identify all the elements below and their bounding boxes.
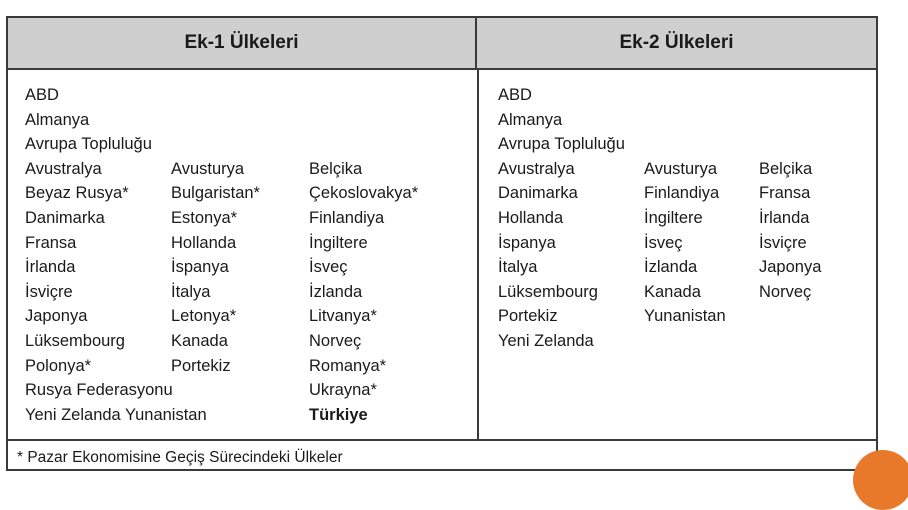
country-row — [498, 231, 868, 256]
country-name: Yunanistan — [644, 307, 726, 326]
country-row — [25, 83, 465, 108]
footnote-divider — [8, 439, 876, 441]
country-name: Polonya* — [25, 356, 92, 375]
country-row — [25, 280, 465, 305]
country-row — [498, 157, 868, 182]
country-row — [498, 329, 868, 354]
country-name: Hollanda — [498, 208, 564, 227]
country-name: Kanada — [644, 282, 701, 301]
country-name: İsviçre — [759, 233, 807, 252]
country-row — [498, 181, 868, 206]
country-name: Estonya* — [171, 208, 238, 227]
country-name: Portekiz — [171, 356, 231, 375]
country-name: Romanya* — [309, 356, 387, 375]
country-name: ABD — [498, 86, 532, 104]
orange-corner-decoration — [853, 450, 908, 510]
country-row — [25, 255, 465, 280]
country-name: İspanya — [171, 258, 229, 277]
country-name: Belçika — [759, 159, 813, 178]
country-name: İzlanda — [644, 258, 698, 277]
country-row — [25, 157, 465, 182]
country-name: Bulgaristan* — [171, 184, 260, 203]
country-name: Yeni Zelanda Yunanistan — [25, 405, 207, 424]
footnote: * Pazar Ekonomisine Geçiş Sürecindeki Ülkeler — [17, 449, 343, 466]
country-row — [25, 378, 465, 403]
country-name: Türkiye — [309, 405, 368, 424]
country-name: Japonya — [25, 307, 88, 326]
country-name: Beyaz Rusya* — [25, 184, 129, 203]
country-name: Ukrayna* — [309, 381, 377, 400]
country-name: İspanya — [498, 233, 556, 252]
country-table — [6, 16, 878, 471]
country-name: İngiltere — [644, 208, 703, 227]
country-name: İsveç — [309, 258, 348, 277]
ek2-header: Ek-2 Ülkeleri — [477, 18, 876, 70]
ek1-country-list — [25, 83, 465, 427]
country-name: Kanada — [171, 331, 228, 350]
country-name: Finlandiya — [644, 184, 720, 203]
country-name: İsveç — [644, 233, 683, 252]
country-name: Avustralya — [25, 159, 102, 178]
country-row — [25, 132, 465, 157]
country-row — [25, 108, 465, 133]
country-name: Japonya — [759, 258, 822, 277]
country-name: İrlanda — [759, 208, 810, 227]
country-name: Avustralya — [498, 159, 575, 178]
country-name: Almanya — [25, 110, 90, 129]
country-name: İrlanda — [25, 258, 76, 277]
ek2-country-list — [498, 83, 868, 354]
country-name: ABD — [25, 86, 59, 104]
country-name: Danimarka — [498, 184, 578, 203]
country-name: İtalya — [171, 282, 211, 301]
country-row — [25, 403, 465, 428]
country-name: Fransa — [759, 184, 811, 203]
country-name: Fransa — [25, 233, 77, 252]
country-name: Hollanda — [171, 233, 237, 252]
country-name: Almanya — [498, 110, 563, 129]
country-row — [25, 329, 465, 354]
country-name: Rusya Federasyonu — [25, 381, 173, 400]
country-row — [25, 354, 465, 379]
country-name: Finlandiya — [309, 208, 385, 227]
country-row — [498, 255, 868, 280]
country-name: Norveç — [759, 282, 812, 301]
country-name: Belçika — [309, 159, 363, 178]
country-row — [25, 304, 465, 329]
country-name: Avusturya — [171, 159, 245, 178]
country-name: Yeni Zelanda — [498, 331, 594, 350]
country-name: İtalya — [498, 258, 538, 277]
country-name: Norveç — [309, 331, 362, 350]
country-row — [498, 280, 868, 305]
country-row — [25, 206, 465, 231]
country-name: Lüksembourg — [498, 282, 598, 301]
country-name: İsviçre — [25, 282, 73, 301]
country-name: Avrupa Topluluğu — [25, 135, 152, 154]
country-name: Lüksembourg — [25, 331, 125, 350]
country-row — [25, 181, 465, 206]
country-name: İzlanda — [309, 282, 363, 301]
country-name: İngiltere — [309, 233, 368, 252]
country-name: Avrupa Topluluğu — [498, 135, 625, 154]
country-name: Portekiz — [498, 307, 558, 326]
column-divider — [477, 70, 479, 441]
country-row — [25, 231, 465, 256]
country-name: Letonya* — [171, 307, 237, 326]
country-name: Çekoslovakya* — [309, 184, 419, 203]
country-row — [498, 304, 868, 329]
country-row — [498, 83, 868, 108]
country-name: Danimarka — [25, 208, 105, 227]
country-row — [498, 108, 868, 133]
country-row — [498, 132, 868, 157]
country-name: Litvanya* — [309, 307, 377, 326]
ek1-header: Ek-1 Ülkeleri — [8, 18, 477, 70]
country-name: Avusturya — [644, 159, 718, 178]
country-row — [498, 206, 868, 231]
